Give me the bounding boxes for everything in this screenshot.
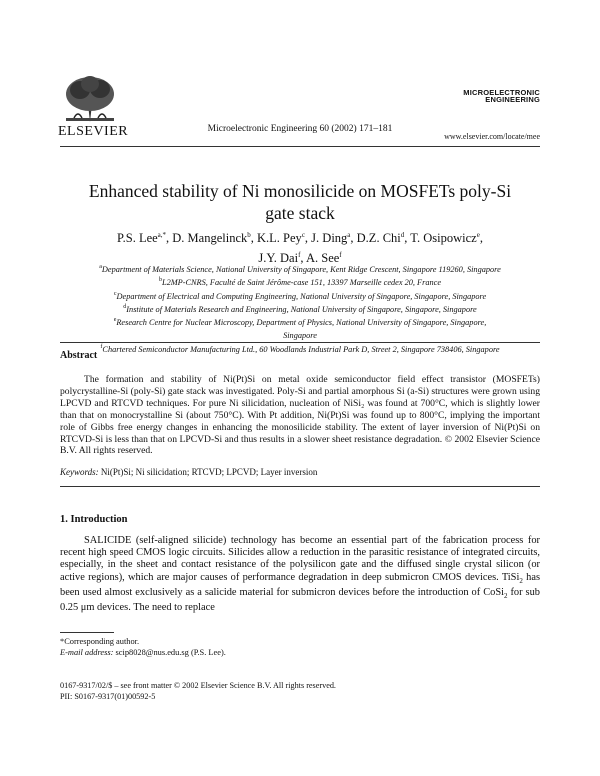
affiliation-mark: b (158, 277, 162, 284)
corresponding-author-note: *Corresponding author. (60, 637, 140, 646)
affiliation-mark: d (123, 303, 127, 310)
author-affil-mark: e (476, 231, 480, 239)
keywords-label: Keywords: (60, 467, 99, 477)
email-value: scip8028@nus.edu.sg (P.S. Lee). (113, 648, 226, 657)
affiliation-text: Department of Electrical and Computing Engineering, National University of Singapore, Singapore, Singapore (116, 291, 487, 301)
affiliation-text: Singapore (283, 331, 317, 341)
footnote-rule (60, 632, 114, 633)
author-affil-mark: b (247, 231, 251, 239)
affiliation-mark: a (99, 264, 102, 270)
affiliation-mark: f (100, 343, 103, 350)
abstract-heading: Abstract (60, 350, 98, 361)
paper-title (60, 180, 540, 224)
author-name: P.S. Lee (117, 231, 158, 246)
author-name: K.L. Pey (257, 231, 302, 246)
publisher-name: ELSEVIER (58, 124, 129, 139)
intro-body (60, 535, 540, 614)
imprint (60, 680, 336, 702)
author-name: D.Z. Chi (356, 231, 401, 246)
section-heading: 1. Introduction (60, 514, 128, 525)
imprint-line: 0167-9317/02/$ – see front matter © 2002 Elsevier Science B.V. All rights reserved. (60, 681, 336, 690)
affiliation-item (60, 315, 540, 328)
abstract-top-rule (60, 342, 540, 343)
intro-text-part: for sub 0.25 μm devices. The need to replace (60, 586, 540, 614)
author-name: J.Y. Dai (258, 251, 299, 266)
abstract-bottom-rule (60, 486, 540, 487)
footnote (60, 636, 226, 658)
keywords-list: Ni(Pt)Si; Ni silicidation; RTCVD; LPCVD; Layer inversion (100, 467, 318, 477)
affiliation-item (60, 275, 540, 288)
journal-brand (463, 89, 540, 103)
paper-title-line2: gate stack (265, 203, 335, 223)
affiliation-item (60, 262, 540, 275)
author-affil-mark: f (298, 251, 301, 260)
author-name: A. See (305, 251, 340, 266)
header-rule (60, 146, 540, 147)
author-affil-mark: d (400, 231, 405, 239)
affiliation-mark: e (113, 317, 117, 324)
affiliation-text: Chartered Semiconductor Manufacturing Ltd., 60 Woodlands Industrial Park D, Street 2, Singapore 738406, Singapore (102, 344, 500, 354)
affiliation-item (60, 342, 540, 355)
author-affil-mark: a,* (157, 231, 167, 239)
author-affil-mark: c (301, 231, 305, 239)
affiliation-item (60, 328, 540, 341)
author-list: P.S. Lee$^{a,*}$, D. Mangelinck$^b$, K.L. Pey$^c$, J. Ding$^a$, D.Z. Chi$^d$, T. Osipowicz$^e$, J.Y. Dai$^f$, A. See$^f$ (117, 231, 483, 266)
affiliation-list (60, 262, 540, 355)
email-line (60, 647, 226, 658)
affiliation-text: Institute of Materials Research and Engineering, National University of Singapore, Singapore, Singapore (126, 304, 477, 314)
affiliation-text: Research Centre for Nuclear Microscopy, Department of Physics, National University of Singapore, Singapore, (116, 317, 487, 327)
pii-line: PII: S0167-9317(01)00592-5 (60, 692, 156, 701)
journal-brand-line1: MICROELECTRONIC (463, 88, 540, 97)
journal-brand-line2: ENGINEERING (485, 95, 540, 104)
abstract-paragraph: The formation and stability of Ni(Pt)Si on metal oxide semiconductor field effect transistor (MOSFETs) polycrystalline-Si (poly-Si) gate stack was investigated. Poly-Si and partial amorphous Si (a-Si) structures were grown using LPCVD and RTCVD techniques. For pure Ni silicidation, nucleation of NiSi₂ was found at 700°C, which is slightly lower than that on monocrystalline Si (about 750°C). With Pt addition, Ni(Pt)Si was found up to 800°C, implying the important role of Gibbs free energy changes in enhancing the monosilicide stability. The extent of layer inversion of Ni(Pt)Si on RTCVD-Si is less than that on LPCVD-Si and thus results in a slower sheet resistance degradation. © 2002 Elsevier Science B.V. All rights reserved. (60, 374, 540, 457)
author-name: J. Ding (311, 231, 348, 246)
affiliation-text: Department of Materials Science, National University of Singapore, Kent Ridge Crescent, Singapore 119260, Singapore (101, 264, 501, 274)
keywords (60, 467, 317, 477)
paper-title-line1: Enhanced stability of Ni monosilicide on MOSFETs poly-Si (88, 181, 512, 201)
subscript: 2 (519, 576, 523, 585)
intro-text-part: has been used almost exclusively as a salicide material for submicron devices before the introduction of CoSi (60, 571, 541, 598)
intro-text-part: SALICIDE (self-aligned silicide) technology has become an essential part of the fabrication process for recent high speed CMOS logic circuits. Silicides allow a reduction in the parasitic resistance of integrated circuits, especially, in the sheet and contact resistance of the polysilicon gate and the diffused single crystal silicon (or active regions), which are major causes of performance degradation in deep submicron CMOS devices. TiSi (60, 535, 540, 583)
affiliation-mark: c (113, 290, 117, 297)
intro-paragraph (60, 535, 540, 614)
email-label: E-mail address: (60, 648, 114, 657)
author-affil-mark: a (347, 231, 351, 239)
affiliation-text: L2MP-CNRS, Faculté de Saint Jérôme-case 151, 13397 Marseille cedex 20, France (161, 278, 442, 288)
subscript: 2 (503, 591, 508, 600)
journal-url: www.elsevier.com/locate/mee (444, 132, 540, 141)
affiliation-item (60, 302, 540, 315)
author-name: T. Osipowicz (410, 231, 477, 246)
elsevier-tree-logo-icon (62, 74, 118, 124)
abstract-body (60, 374, 540, 457)
affiliation-item (60, 289, 540, 302)
author-affil-mark: f (339, 251, 342, 260)
journal-citation: Microelectronic Engineering 60 (2002) 171–181 (207, 124, 393, 134)
author-name: D. Mangelinck (172, 231, 248, 246)
